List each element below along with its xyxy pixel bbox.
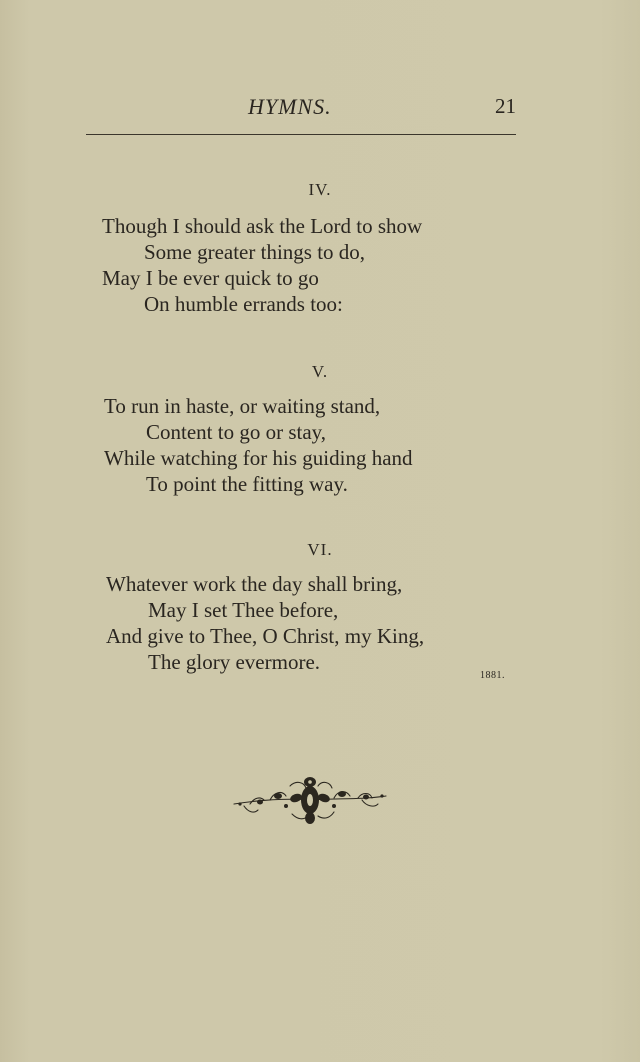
stanza-line: The glory evermore. [148, 650, 321, 674]
stanza-line: Whatever work the day shall bring, [106, 572, 403, 596]
stanza-line: May I set Thee before, [148, 598, 339, 622]
composition-date: 1881. [480, 670, 505, 681]
stanza-line: Some greater things to do, [144, 240, 366, 264]
stanza-line: Though I should ask the Lord to show [102, 214, 423, 238]
stanza-number-v: V. [311, 362, 329, 381]
page-number: 21 [495, 94, 516, 118]
page-title: HYMNS. [248, 94, 332, 119]
floral-tailpiece-icon [230, 770, 390, 828]
stanza-number-vi: VI. [307, 540, 333, 559]
stanza-line: Content to go or stay, [146, 420, 327, 444]
stanza-line: To point the fitting way. [146, 472, 348, 496]
header-rule [86, 134, 516, 135]
stanza-line: To run in haste, or waiting stand, [104, 394, 381, 418]
stanza-line: On humble errands too: [144, 292, 343, 316]
stanza-line: While watching for his guiding hand [104, 446, 413, 470]
stanza-line: May I be ever quick to go [102, 266, 319, 290]
running-head [88, 94, 518, 124]
stanza-line: And give to Thee, O Christ, my King, [106, 624, 425, 648]
stanza-number-iv: IV. [308, 180, 332, 199]
